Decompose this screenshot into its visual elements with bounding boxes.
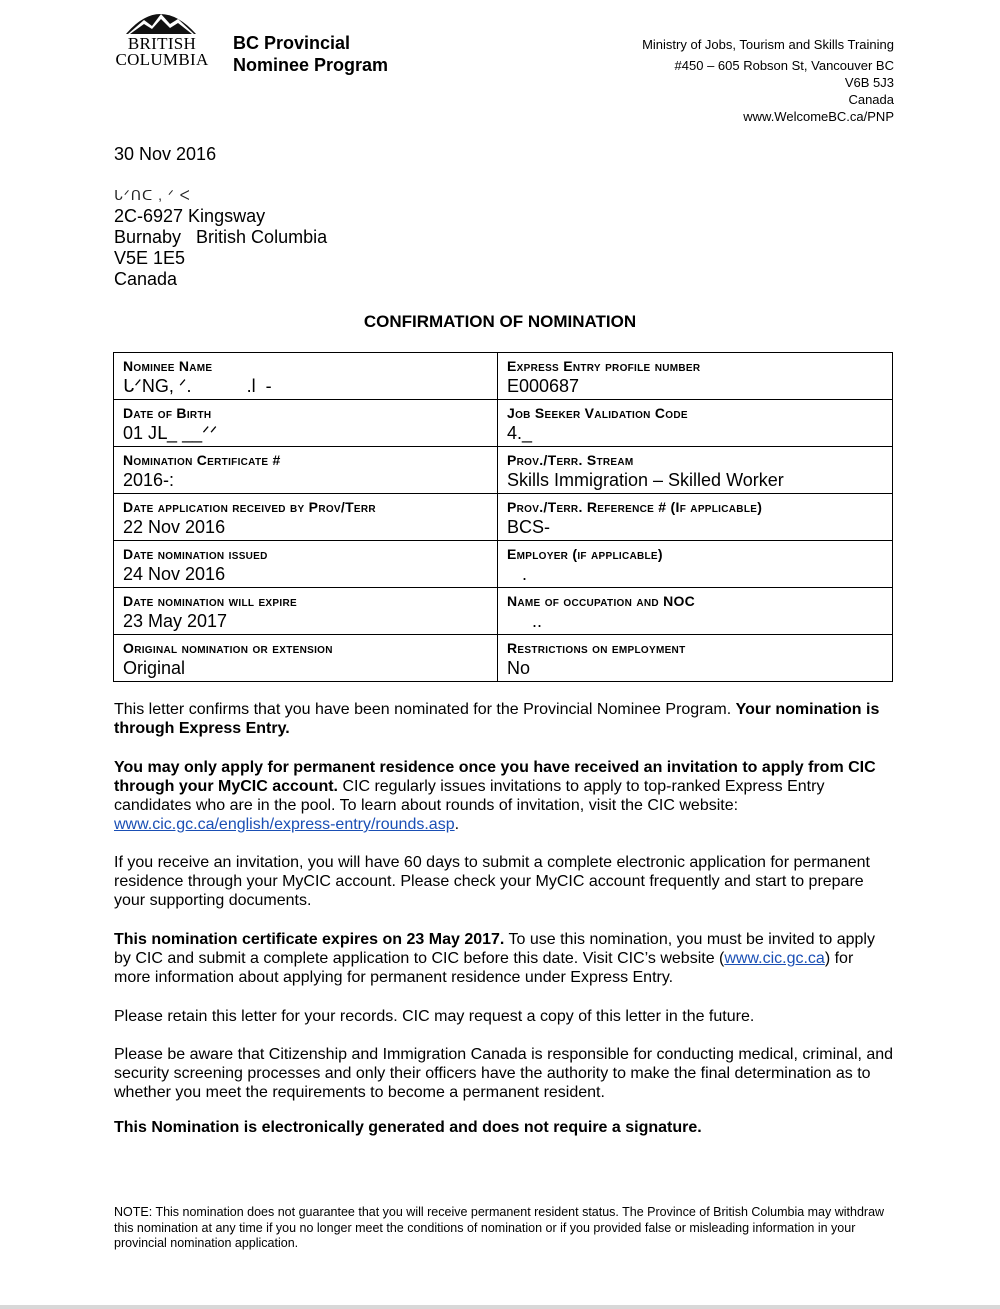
paragraph-text: ) for more information about applying for permanent residence under Express Entry. bbox=[114, 950, 854, 986]
table-cell bbox=[114, 447, 498, 494]
table-cell bbox=[498, 400, 893, 447]
cell-value: 2016-: bbox=[123, 470, 175, 490]
cell-value: BCS- bbox=[507, 517, 551, 537]
program-line-1: BC Provincial bbox=[233, 33, 351, 53]
cell-label: Date nomination will expire bbox=[123, 593, 297, 609]
paragraph-bold: You may only apply for permanent residence once you have received an invitation to apply from CIC through your MyCIC account. bbox=[114, 759, 876, 795]
paragraph-bold: Your nomination is through Express Entry. bbox=[114, 701, 880, 737]
program-name bbox=[233, 32, 388, 76]
cic-link[interactable]: www.cic.gc.ca bbox=[724, 950, 825, 967]
table-cell bbox=[498, 353, 893, 400]
cell-value: .. bbox=[507, 611, 543, 631]
table-row bbox=[114, 588, 893, 635]
cell-label: Job Seeker Validation Code bbox=[507, 405, 688, 421]
paragraph-expiry bbox=[114, 930, 894, 987]
paragraph-text: This letter confirms that you have been nominated for the Provincial Nominee Program. bbox=[114, 701, 732, 718]
paragraph-invitation: You may only apply for permanent residence once you have received an invitation to apply from CIC through your MyCIC account. CIC regularly issues invitations to apply to top-ranked Express Entry candidates who are in the pool. To learn about rounds of invitation, visit the CIC website: www.cic.gc.ca/english/express-entry/rounds.asp. bbox=[114, 759, 876, 833]
table-cell bbox=[114, 400, 498, 447]
page-bottom-edge bbox=[0, 1305, 1000, 1309]
cell-label: Express Entry profile number bbox=[507, 358, 701, 374]
cell-label: Name of occupation and NOC bbox=[507, 593, 696, 609]
cell-label: Prov./Terr. Stream bbox=[507, 452, 634, 468]
paragraph-confirmation bbox=[114, 700, 894, 738]
logo-line-2: COLUMBIA bbox=[115, 50, 209, 69]
cell-value: 01 Jᒪ_ __ᐟᐟ bbox=[123, 423, 218, 443]
cell-value: E000687 bbox=[507, 376, 580, 396]
table-cell bbox=[498, 494, 893, 541]
table-cell bbox=[114, 635, 498, 682]
table-cell bbox=[498, 541, 893, 588]
cell-value: 22 Nov 2016 bbox=[123, 517, 226, 537]
cell-label: Nomination Certificate # bbox=[123, 452, 281, 468]
cell-label: Date nomination issued bbox=[123, 546, 268, 562]
paragraph-60-days bbox=[114, 853, 894, 910]
address-line: V5E 1E5 bbox=[114, 248, 186, 268]
letter-date: 30 Nov 2016 bbox=[114, 144, 217, 164]
program-line-2: Nominee Program bbox=[233, 55, 389, 75]
cell-value: 23 May 2017 bbox=[123, 611, 228, 631]
table-row bbox=[114, 541, 893, 588]
table-cell bbox=[114, 494, 498, 541]
cell-label: Date of Birth bbox=[123, 405, 212, 421]
paragraph-electronic bbox=[114, 1118, 894, 1137]
cell-label: Original nomination or extension bbox=[123, 640, 333, 656]
table-cell bbox=[498, 588, 893, 635]
paragraph-text: If you receive an invitation, you will have 60 days to submit a complete electronic application for permanent residence through your MyCIC account. Please check your MyCIC account frequently and start to prepare your supporting documents. bbox=[114, 854, 870, 909]
paragraph-text: CIC regularly issues invitations to apply to top-ranked Express Entry candidates who are in the pool. To learn about rounds of invitation, visit the CIC website: bbox=[114, 778, 825, 814]
paragraph-screening bbox=[114, 1045, 894, 1102]
address-line: 2C-6927 Kingsway bbox=[114, 206, 266, 226]
paragraph-retain bbox=[114, 1007, 894, 1026]
recipient-address bbox=[114, 185, 327, 290]
table-row bbox=[114, 635, 893, 682]
address-line: Canada bbox=[114, 269, 178, 289]
ministry-line: Canada bbox=[848, 92, 894, 107]
logo-wordmark bbox=[112, 36, 212, 68]
cell-label: Restrictions on employment bbox=[507, 640, 686, 656]
cell-label: Date application received by Prov/Terr bbox=[123, 499, 376, 515]
table-row bbox=[114, 400, 893, 447]
table-cell bbox=[114, 541, 498, 588]
table-cell bbox=[498, 447, 893, 494]
footer-note: NOTE: This nomination does not guarantee that you will receive permanent resident status. The Province of British Columbia may withdraw this nomination at any time if you no longer meet the conditions of nomination or if you provided false or misleading information in your provincial nomination application. bbox=[114, 1205, 885, 1250]
logo-line-1: BRITISH bbox=[127, 34, 197, 53]
table-row bbox=[114, 494, 893, 541]
cell-label: Prov./Terr. Reference # (If applicable) bbox=[507, 499, 763, 515]
paragraph-text: Please retain this letter for your records. CIC may request a copy of this letter in the future. bbox=[114, 1008, 755, 1025]
nomination-table bbox=[113, 352, 893, 682]
recipient-name-redacted: ᒐᐟᑎᑕ , ᐟ ᐸ bbox=[114, 187, 191, 203]
document-title: CONFIRMATION OF NOMINATION bbox=[363, 312, 637, 331]
paragraph-bold: This nomination certificate expires on 23 May 2017. bbox=[114, 931, 505, 948]
cell-value: ᒐᐟNG, ᐟ. .l - bbox=[123, 376, 272, 396]
cell-value: . bbox=[507, 564, 528, 584]
cell-value: 24 Nov 2016 bbox=[123, 564, 226, 584]
table-row bbox=[114, 353, 893, 400]
table-row bbox=[114, 447, 893, 494]
ministry-address bbox=[642, 36, 894, 125]
paragraph-text: To use this nomination, you must be invited to apply by CIC and submit a complete application to CIC before this date. Visit CIC’s website ( bbox=[114, 931, 875, 967]
ministry-line: #450 – 605 Robson St, Vancouver BC bbox=[674, 58, 894, 73]
rounds-link[interactable]: www.cic.gc.ca/english/express-entry/rounds.asp bbox=[114, 816, 455, 833]
paragraph-text: Please be aware that Citizenship and Immigration Canada is responsible for conducting medical, criminal, and security screening processes and only their officers have the authority to make the final determination as to whether you meet the requirements to become a permanent resident. bbox=[114, 1046, 894, 1101]
table-cell bbox=[114, 588, 498, 635]
cell-value: No bbox=[507, 658, 531, 678]
table-cell bbox=[498, 635, 893, 682]
cell-label: Employer (if applicable) bbox=[507, 546, 663, 562]
address-line: Burnaby British Columbia bbox=[114, 227, 328, 247]
cell-value: 4._ bbox=[507, 423, 533, 443]
ministry-line: V6B 5J3 bbox=[844, 75, 894, 90]
cell-value: Original bbox=[123, 658, 186, 678]
ministry-website: www.WelcomeBC.ca/PNP bbox=[743, 109, 894, 124]
cell-value: Skills Immigration – Skilled Worker bbox=[507, 470, 784, 490]
paragraph-bold: This Nomination is electronically generated and does not require a signature. bbox=[114, 1119, 702, 1136]
table-cell bbox=[114, 353, 498, 400]
cell-label: Nominee Name bbox=[123, 358, 213, 374]
ministry-line: Ministry of Jobs, Tourism and Skills Training bbox=[642, 37, 894, 52]
